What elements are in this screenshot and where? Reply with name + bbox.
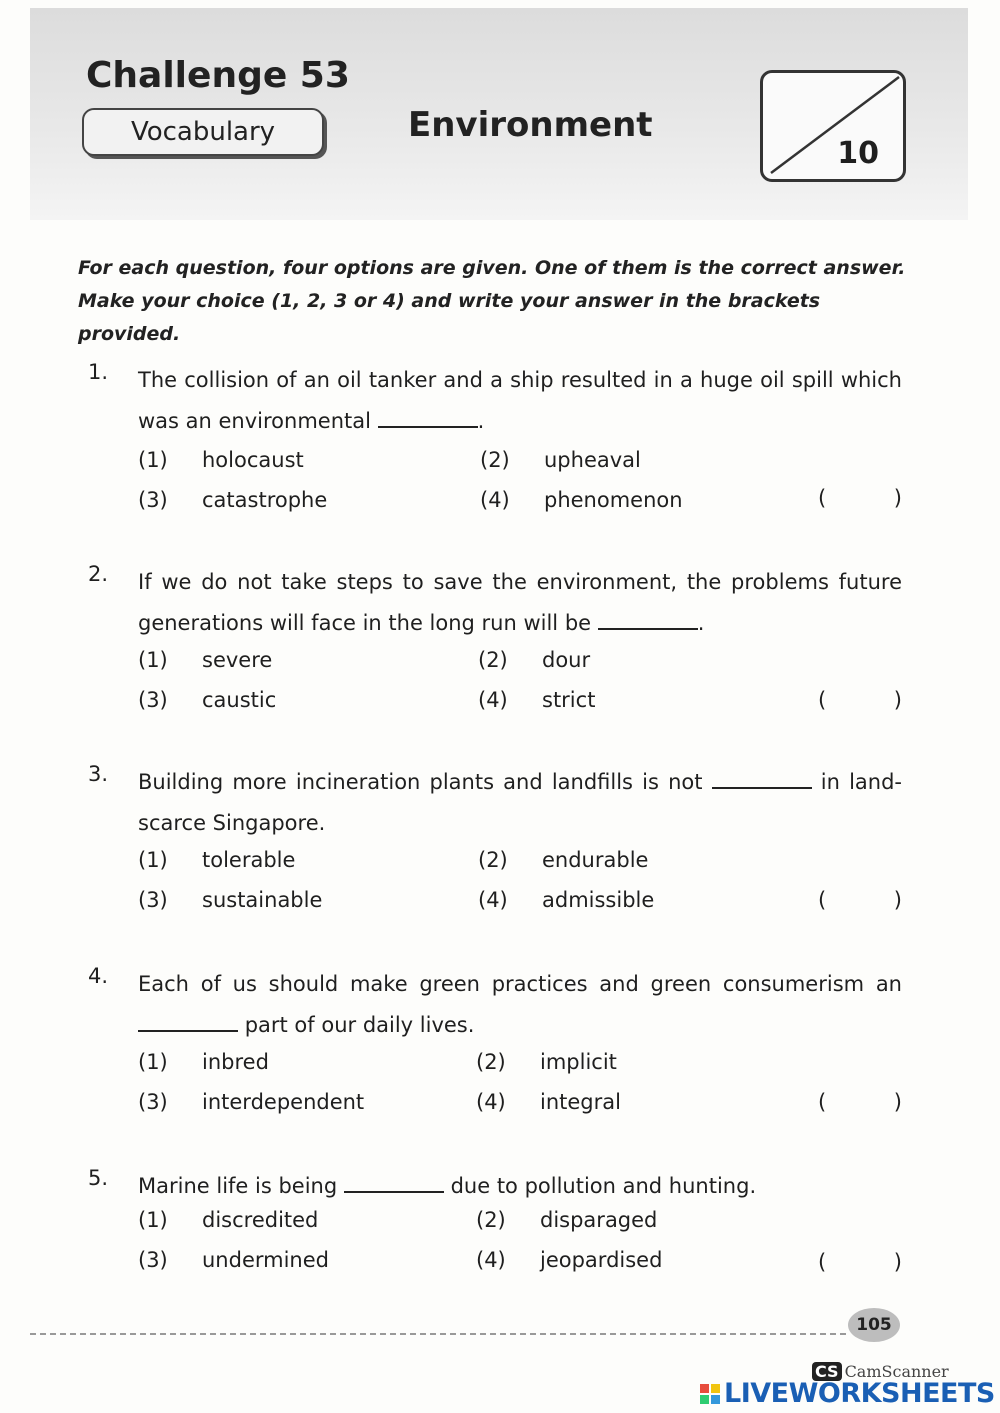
answer-blank (344, 1175, 444, 1193)
logo-squares-icon (700, 1384, 720, 1404)
stem-text-after: in land-scarce Singapore. (138, 770, 902, 835)
stem-text-after: part of our daily lives. (244, 1013, 475, 1037)
question-number: 1. (88, 360, 109, 384)
footer-divider (30, 1333, 850, 1335)
instructions-line-2: Make your choice (1, 2, 3 or 4) and write your answer in the brackets provided. (78, 290, 821, 345)
answer-blank (378, 410, 478, 428)
score-box (760, 70, 906, 182)
question-number: 2. (88, 562, 109, 586)
stem-text-after: due to pollution and hunting. (450, 1174, 757, 1198)
question-stem (138, 360, 902, 442)
question-stem (138, 562, 902, 644)
question-stem (138, 762, 902, 844)
stem-text: Building more incineration plants and landfills is not (138, 770, 703, 794)
stem-text-after: . (477, 409, 485, 433)
answer-brackets[interactable]: ( ) (818, 1250, 902, 1274)
cs-badge: CS (812, 1362, 842, 1381)
instructions-line-1: For each question, four options are given. One of them is the correct answer. (78, 257, 906, 279)
stem-text: Marine life is being (138, 1174, 338, 1198)
scanner-name: CamScanner (844, 1362, 949, 1381)
answer-blank (712, 771, 812, 789)
page-number: 105 (848, 1308, 900, 1342)
question-number: 4. (88, 964, 109, 988)
stem-text: If we do not take steps to save the environment, the problems future generations will face in the long run will be (138, 570, 902, 635)
page-title: Challenge 53 (86, 55, 350, 96)
instructions (78, 252, 918, 351)
answer-brackets[interactable]: ( ) (818, 1090, 902, 1114)
question-stem (138, 964, 902, 1046)
answer-brackets[interactable]: ( ) (818, 888, 902, 912)
answer-brackets[interactable]: ( ) (818, 486, 902, 510)
question-number: 3. (88, 762, 109, 786)
stem-text: The collision of an oil tanker and a ship resulted in a huge oil spill which was an environmental (138, 368, 902, 433)
liveworksheets-logo (700, 1378, 995, 1409)
total-score: 10 (837, 136, 879, 171)
watermark-text: LIVEWORKSHEETS (724, 1378, 995, 1409)
category-label: Vocabulary (82, 108, 324, 156)
stem-text: Each of us should make green practices and green consumerism an (138, 972, 902, 996)
answer-blank (598, 612, 698, 630)
answer-blank (138, 1014, 238, 1032)
score-divider-icon (763, 73, 903, 179)
question-stem (138, 1166, 902, 1207)
question-number: 5. (88, 1166, 109, 1190)
answer-brackets[interactable]: ( ) (818, 688, 902, 712)
topic-heading: Environment (408, 105, 653, 145)
stem-text-after: . (697, 611, 705, 635)
